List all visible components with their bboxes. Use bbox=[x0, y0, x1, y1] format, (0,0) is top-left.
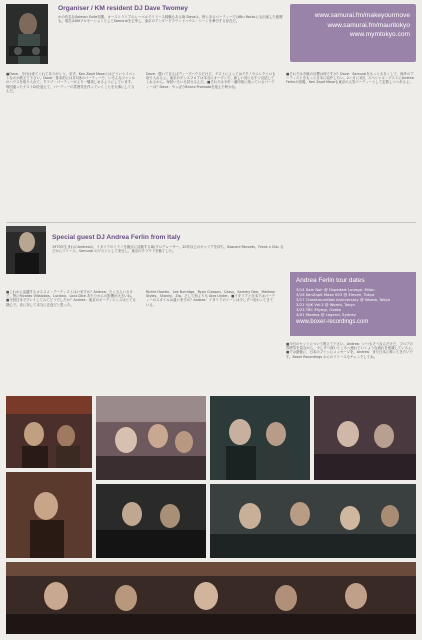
tour-date-2: 3/17 Closetroundtab Anniversary @ Womb, Tokyo bbox=[296, 297, 390, 302]
party-photo-3 bbox=[210, 396, 310, 480]
party-photo-1 bbox=[6, 396, 92, 468]
section1-col3: ■それでは今後の目標は何ですか？Dave：Samuraiをもっと大きくして、海外のアーティストをもっと日本に紹介したい。2ヶ月に1回、スペシャル・ゲストにAndrea Ferlinが登場、Ken Zapit Maseも東京の人気パーティーとして定着しつつあるよ。 bbox=[286, 72, 414, 85]
url-makeyourmove[interactable]: www.samurai.fm/makeyourmove bbox=[314, 12, 410, 19]
andrea-ferlin-photo bbox=[6, 226, 46, 274]
tour-date-1: 3/16 KenZapit Mase 003 @ Eleven, Tokyo bbox=[296, 292, 375, 297]
section2-col3: ■今日のセットについて教えて下さい。Andrea：いつもそうなんだけど、フロアの雰囲気を見ながら、少しずつ深いところへ連れていくような流れを意識しているよ。■では最後に、日本のファンにメッセージを。Andrea：また日本に帰ってきたいです。Boxer Recordings からのリリースもチェックしてね。 bbox=[286, 342, 415, 359]
party-photo-4 bbox=[314, 396, 416, 480]
section1-intro: かの有名なSalmon Suite初期、オーストラリアのレーベルでリリース経験もあるDJ Daveは、時にあるパーティーではBlu Rocksにも出演した経歴も。現在はKMプロモーションとしてSamuraiを主宰し、東京のアンダーグラウンドハウス・シーンを牽引する存在だ。 bbox=[58, 15, 283, 24]
party-photo-5 bbox=[6, 472, 92, 558]
boxer-recordings-url[interactable]: www.boxer-recordings.com bbox=[296, 319, 369, 325]
section-divider bbox=[6, 222, 416, 223]
samurai-url-box bbox=[290, 4, 416, 62]
tour-title: Andrea Ferlin tour dates bbox=[296, 277, 365, 284]
section1-col2: Dave：強いて言えばディープハウスだけど、ゲストによってはテクノやエレクトロも取り入れるよ。東京のダンスフロアは本当にオープンで、新しい音にもすぐ反応してくれるから、毎回いろいろ試せるんだ。■それでは今年一番印象に残っているパーティーは？Dave：やっぱりBruno Pronsatoを迎えた時かな。 bbox=[146, 72, 276, 89]
party-photo-6 bbox=[96, 484, 206, 558]
tour-date-4: 3/23 TBC Miyagi, Osaka bbox=[296, 307, 341, 312]
section2-col2: Richie Hawtin、Lee Burridge、Ryan Crosson、Cassy、Sammy Dee、Mathew Styles、Shonky、Zip、そして何よりも Alex Under。■イタリアと日本ではパーティーのスタイルは違いますか？Andrea：イタリアのシーンは少しずつ変わってきている。 bbox=[146, 290, 275, 307]
section1-heading: Organiser / KM resident DJ Dave Twomey bbox=[58, 5, 188, 12]
tour-date-5: 4/01 Maatsa @ Legend, Sydney bbox=[296, 312, 357, 317]
party-photo-7 bbox=[210, 484, 416, 558]
dj-dave-photo bbox=[6, 4, 48, 64]
url-mauritokyo[interactable]: www.samurai.fm/mauritokyo bbox=[327, 21, 410, 29]
section2-heading: Special guest DJ Andrea Ferlin from Italy bbox=[52, 234, 181, 241]
section1-col1: ■Dave、今日は来てくれてありがとう。まず、Ken Zapit Maseとはどういうイベントなのか教えて下さい。Dave：基本的には月1回のパーティーで、いろんなジャンルのハウスを取り入れて、クラブ・パーティーがより一層楽しめるようにしています。毎回違ったゲストDJを迎えて、パーティーの雰囲気を作っていくことを大事にしてるんだ。 bbox=[6, 72, 136, 93]
url-mymtokyo[interactable]: www.mymtokyo.com bbox=[349, 31, 410, 38]
party-photo-8 bbox=[6, 562, 416, 634]
tour-dates-box bbox=[290, 272, 416, 336]
section2-col1: ■これから活躍するオススメ・アーティストはいますか？Andrea：たくさんいるけど、特にRicardo Villalobos、Luciano、Loco Dice あたりからの影響が大きいね。■今回日本でプレイしてみてどうでしたか？Andrea：東京のオーディエンスはとても熱心で、音に対して本当に正直だと思った。 bbox=[6, 290, 136, 307]
section2-intro: 1970年生まれのAndreaは、イタリアのミラノを拠点に活動するDJ/プロデューサー。20年以上のキャリアを持ち、Bosconi Records、Freak n Chic などからリリース。Samurai のゲストとして来日し、東京のクラウドを魅了した。 bbox=[52, 245, 284, 254]
tour-date-3: 3/21 VJJK Vol.3 @ Womb, Tokyo bbox=[296, 302, 355, 307]
tour-date-0: 3/14 Sale Noir @ Ospedale Lounge, Milan bbox=[296, 287, 375, 292]
party-photo-2 bbox=[96, 396, 206, 480]
